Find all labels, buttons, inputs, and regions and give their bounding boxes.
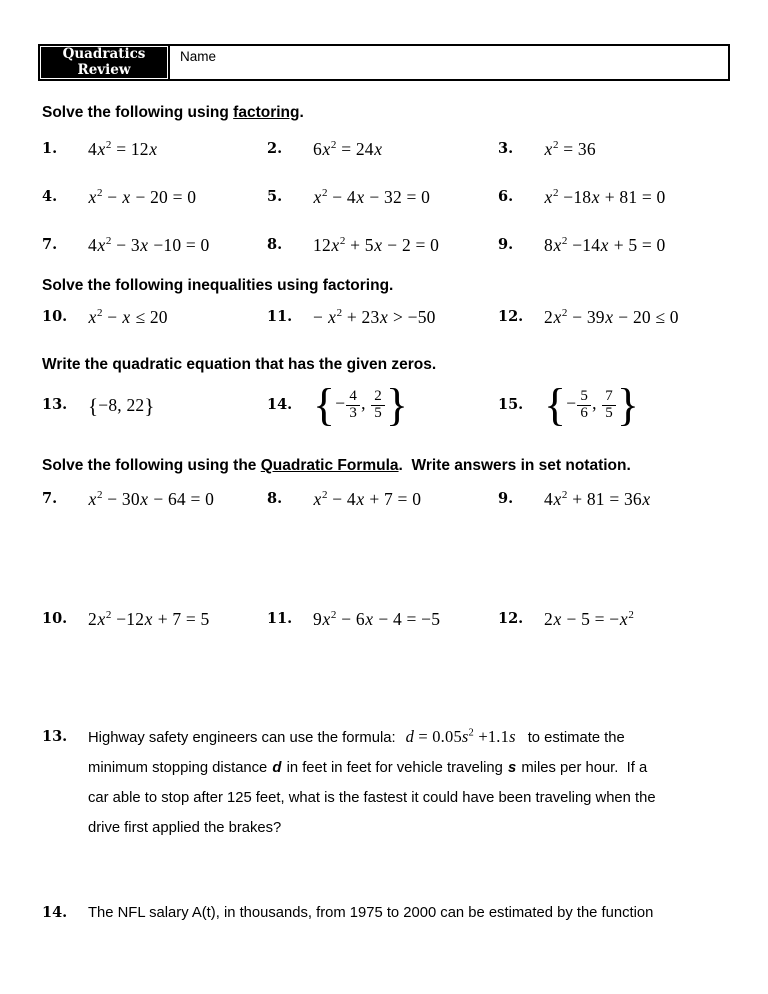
problem-row [42, 137, 748, 167]
problem [42, 487, 214, 511]
problem [267, 487, 421, 511]
word-problem [42, 898, 740, 928]
problem [267, 185, 430, 209]
heading-text: . [299, 104, 304, 121]
problem-number: 8. [267, 236, 283, 253]
problem-expression: {− $\frac{5}{6}$ , $\frac{7}{5}$ } [544, 379, 640, 430]
fraction: $\frac{2}{5}$ [371, 389, 385, 421]
problem-expression: $x^2 - x \le 20$ [88, 307, 168, 327]
problem-number: 7. [42, 236, 58, 253]
problem-number: 14. [42, 904, 68, 921]
heading-text: Solve the following using [42, 104, 234, 121]
problem-expression: $12x^2 + 5x - 2 = 0$ [313, 235, 440, 255]
heading-text: Solve the following inequalities using factoring. [42, 277, 394, 294]
section-heading [42, 104, 748, 122]
problem-expression: $4x^2 = 12x$ [88, 139, 158, 159]
problem-row [42, 607, 748, 637]
name-label: Name [180, 49, 217, 64]
problem-row [42, 233, 748, 263]
problem-number: 12. [498, 308, 524, 325]
word-problem-line: minimum stopping distance d in feet in feet for vehicle traveling s miles per hour. If a [88, 760, 648, 776]
problem-number: 7. [42, 490, 58, 507]
set-brace: { [544, 379, 567, 430]
word-problem-line: Highway safety engineers can use the formula: $d = 0.05s^2 +1.1s$ to estimate the [88, 727, 625, 746]
section-heading [42, 457, 748, 475]
problem-number: 11. [267, 308, 293, 325]
problem-row [42, 377, 748, 433]
problem-expression: {− $\frac{4}{3}$ , $\frac{2}{5}$ } [313, 379, 409, 430]
problem-expression: $6x^2 = 24x$ [313, 139, 383, 159]
problem-expression: $x^2 - 4x + 7 = 0$ [313, 489, 422, 509]
name-field-box [170, 46, 728, 79]
problem-number: 8. [267, 490, 283, 507]
problem-row [42, 305, 748, 335]
problem-expression: $2x^2 -12x + 7 = 5$ [88, 609, 210, 629]
worksheet-header [38, 44, 730, 81]
section-heading [42, 356, 748, 374]
word-problem-line: drive first applied the brakes? [88, 820, 282, 836]
problem [42, 233, 209, 257]
set-brace: { [313, 379, 336, 430]
problem-expression: $2x - 5 = -x^2$ [544, 609, 635, 629]
fraction: $\frac{7}{5}$ [602, 389, 616, 421]
problem [267, 305, 436, 329]
problem-expression: $4x^2 - 3x -10 = 0$ [88, 235, 210, 255]
worksheet-title-line1: Quadratics [62, 46, 146, 62]
problem-number: 9. [498, 490, 514, 507]
problem [267, 377, 408, 433]
problem [267, 233, 439, 257]
variable: s [508, 760, 517, 776]
problem-expression: $x^2 = 36$ [544, 139, 596, 159]
problem-expression: $8x^2 -14x + 5 = 0$ [544, 235, 666, 255]
problem [498, 487, 651, 511]
problem-expression: $x^2 - x - 20 = 0$ [88, 187, 197, 207]
problem-number: 11. [267, 610, 293, 627]
problem-number: 13. [42, 396, 68, 413]
problem [42, 185, 196, 209]
problem [42, 607, 209, 631]
heading-underlined-term: Quadratic Formula [260, 457, 399, 474]
word-problem-text [88, 722, 740, 843]
problem-number: 1. [42, 140, 58, 157]
fraction: $\frac{5}{6}$ [577, 389, 591, 421]
problem-expression: $2x^2 - 39x - 20 \le 0$ [544, 307, 679, 327]
section-quadratic-formula [42, 457, 748, 637]
problem-expression: − $x^2 + 23x > -50$ [313, 307, 436, 327]
problem [498, 185, 665, 209]
problem-number: 10. [42, 308, 68, 325]
set-brace: } [144, 393, 155, 418]
set-brace: } [616, 379, 640, 430]
problem-expression: {−8, 22} [88, 393, 155, 418]
problem-expression: $x^2 - 30x - 64 = 0$ [88, 489, 215, 509]
problem-expression: $x^2 -18x + 81 = 0$ [544, 187, 666, 207]
inline-formula: $d = 0.05s^2 +1.1s$ [405, 727, 516, 746]
problem [267, 607, 440, 631]
worksheet-title-box [40, 46, 170, 79]
problem [498, 233, 665, 257]
section-zeros [42, 356, 748, 433]
problem-number: 14. [267, 396, 293, 413]
problem-number: 10. [42, 610, 68, 627]
set-brace: } [385, 379, 409, 430]
problem-number: 12. [498, 610, 524, 627]
fraction: $\frac{4}{3}$ [346, 389, 360, 421]
word-problem-text [88, 898, 740, 928]
problem [498, 607, 634, 631]
section-factoring [42, 104, 748, 263]
problem [267, 137, 383, 161]
problem-number: 9. [498, 236, 514, 253]
heading-underlined-term: factoring [233, 104, 300, 121]
problem-number: 6. [498, 188, 514, 205]
problem [498, 137, 596, 161]
problem [498, 305, 679, 329]
section-inequalities [42, 277, 748, 335]
heading-text: Write the quadratic equation that has the given zeros. [42, 356, 437, 373]
section-heading [42, 277, 748, 295]
problem-row [42, 487, 748, 517]
word-problem [42, 722, 740, 843]
problem [498, 377, 639, 433]
problem-row [42, 185, 748, 215]
problem [42, 305, 168, 329]
problem-number: 2. [267, 140, 283, 157]
heading-text: Solve the following using the [42, 457, 261, 474]
heading-text: . Write answers in set notation. [398, 457, 631, 474]
problem-number: 4. [42, 188, 58, 205]
problem-expression: $4x^2 + 81 = 36x$ [544, 489, 651, 509]
problem [42, 377, 155, 433]
worksheet-title-line2: Review [77, 61, 131, 78]
problem-number: 3. [498, 140, 514, 157]
problem-number: 5. [267, 188, 283, 205]
word-problem-line: The NFL salary A(t), in thousands, from 1975 to 2000 can be estimated by the function [88, 905, 654, 921]
problem-expression: $x^2 - 4x - 32 = 0$ [313, 187, 431, 207]
problem-number: 15. [498, 396, 524, 413]
word-problem-line: car able to stop after 125 feet, what is the fastest it could have been traveling when the [88, 790, 656, 806]
problem-expression: $9x^2 - 6x - 4 = -5$ [313, 609, 441, 629]
problem [42, 137, 158, 161]
problem-number: 13. [42, 728, 68, 745]
set-brace: { [88, 393, 99, 418]
variable: d [272, 760, 282, 776]
